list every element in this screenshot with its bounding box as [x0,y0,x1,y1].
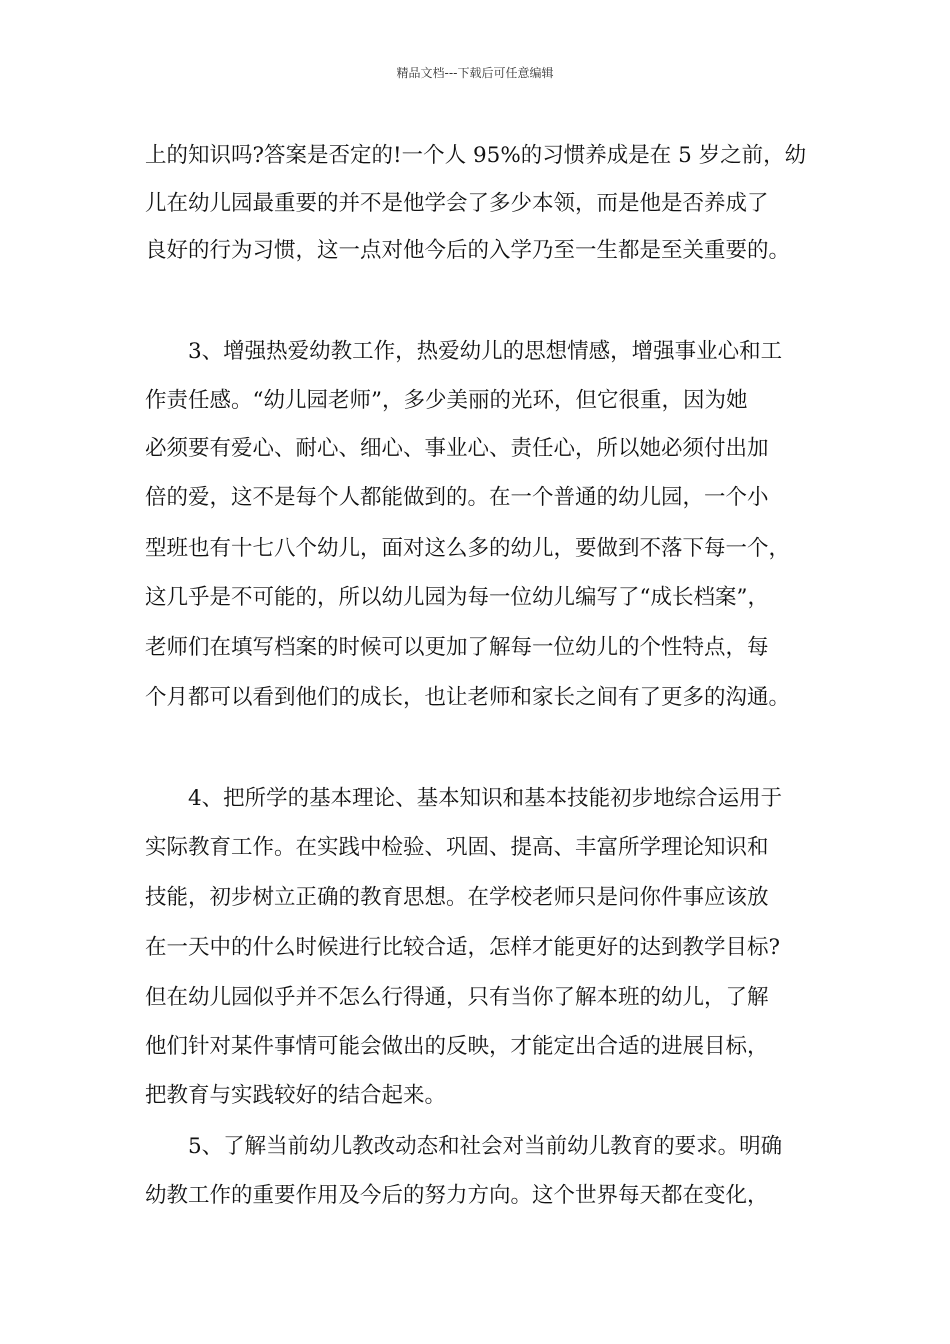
text-line: 老师们在填写档案的时候可以更加了解每一位幼儿的个性特点，每 [145,635,769,660]
text-line: 幼教工作的重要作用及今后的努力方向。这个世界每天都在变化， [145,1183,769,1208]
text-line: 作责任感。“幼儿园老师”，多少美丽的光环，但它很重，因为她 [145,388,748,413]
text-line: 儿在幼儿园最重要的并不是他学会了多少本领，而是他是否养成了 [145,191,769,216]
text-line: 3、增强热爱幼教工作，热爱幼儿的思想情感，增强事业心和工 [188,339,783,364]
text-line: 个月都可以看到他们的成长，也让老师和家长之间有了更多的沟通。 [145,685,791,710]
text-line: 必须要有爱心、耐心、细心、事业心、责任心，所以她必须付出加 [145,436,769,461]
text-line: 上的知识吗?答案是否定的!一个人 95%的习惯养成是在 5 岁之前，幼 [145,143,807,168]
page-header: 精品文档---下载后可任意编辑 [396,66,554,80]
text-line: 但在幼儿园似乎并不怎么行得通，只有当你了解本班的幼儿，了解 [145,985,769,1010]
text-line: 把教育与实践较好的结合起来。 [145,1083,447,1108]
text-line: 良好的行为习惯，这一点对他今后的入学乃至一生都是至关重要的。 [145,238,791,263]
text-line: 型班也有十七八个幼儿，面对这么多的幼儿，要做到不落下每一个， [145,536,791,561]
text-line: 4、把所学的基本理论、基本知识和基本技能初步地综合运用于 [188,786,783,811]
text-line: 这几乎是不可能的，所以幼儿园为每一位幼儿编写了“成长档案”， [145,585,769,610]
text-line: 他们针对某件事情可能会做出的反映，才能定出合适的进展目标， [145,1034,769,1059]
text-line: 实际教育工作。在实践中检验、巩固、提高、丰富所学理论知识和 [145,835,769,860]
text-line: 倍的爱，这不是每个人都能做到的。在一个普通的幼儿园，一个小 [145,485,769,510]
text-line: 5、了解当前幼儿教改动态和社会对当前幼儿教育的要求。明确 [188,1134,783,1159]
text-line: 技能，初步树立正确的教育思想。在学校老师只是问你件事应该放 [145,885,769,910]
text-line: 在一天中的什么时候进行比较合适，怎样才能更好的达到教学目标? [145,935,781,960]
